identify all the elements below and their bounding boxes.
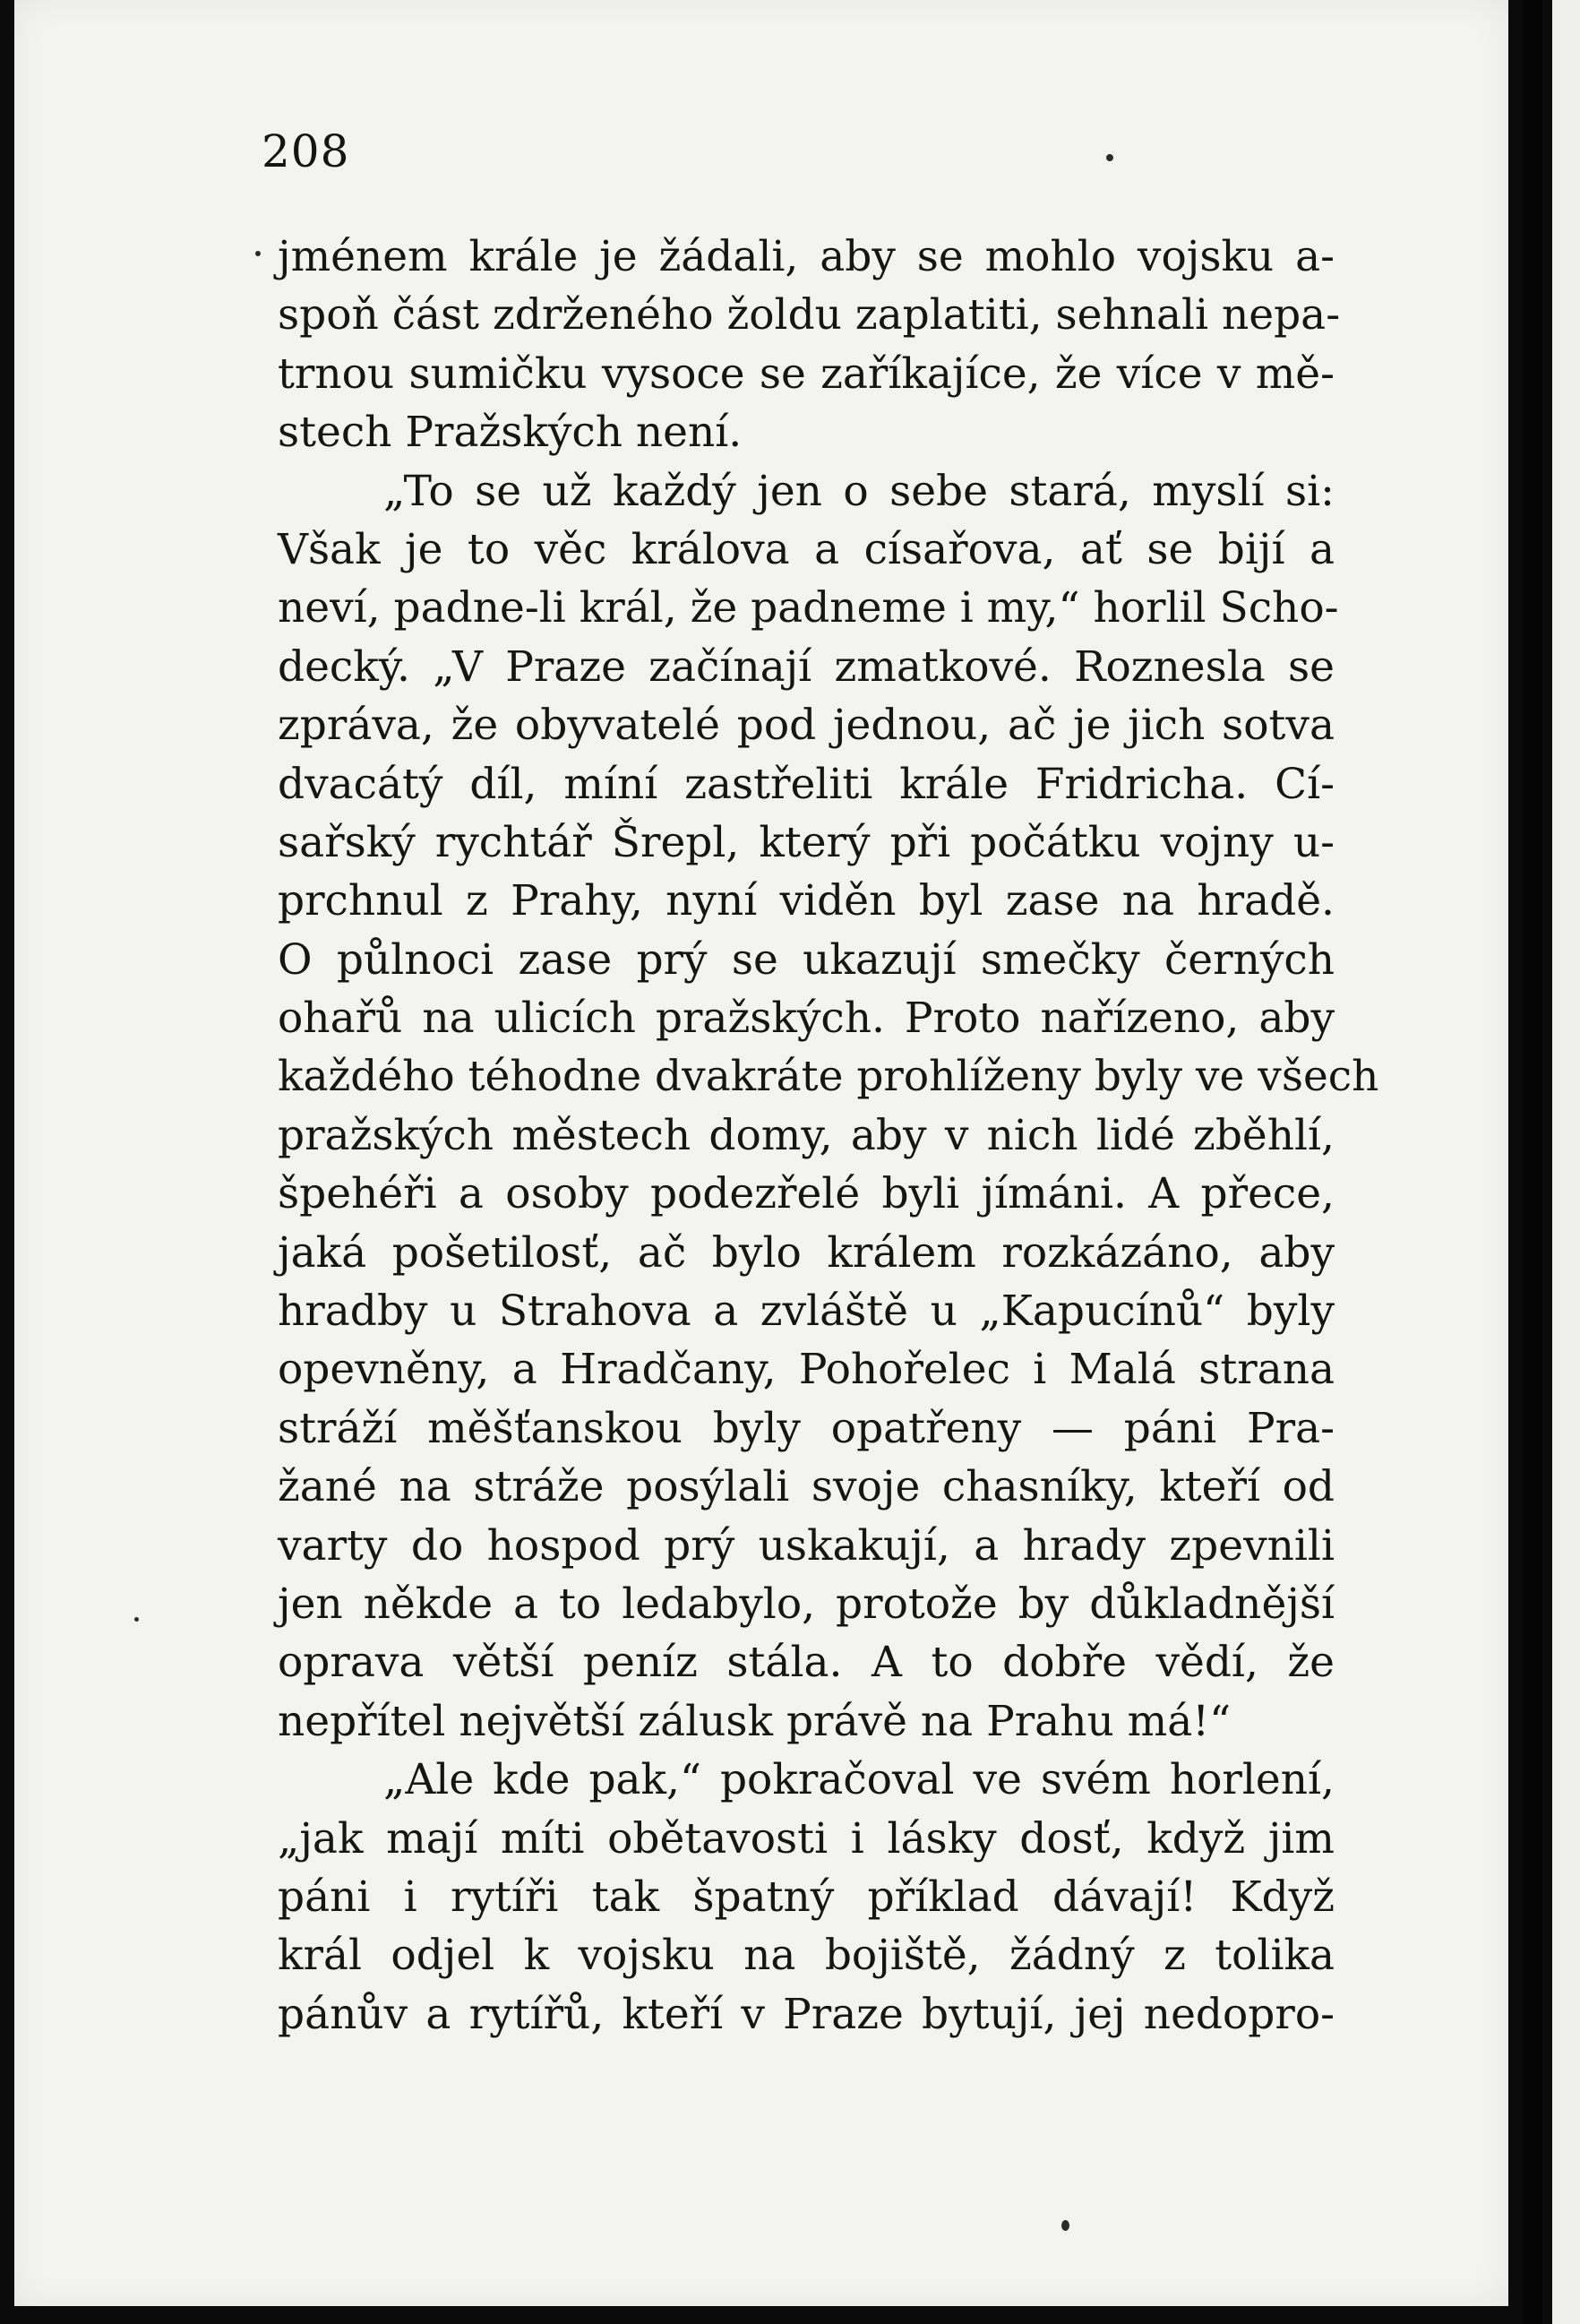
text-line: pražských městech domy, aby v nich lidé zběhlí,: [278, 1110, 1335, 1160]
body-text: [278, 228, 1379, 2044]
text-line: trnou sumičku vysoce se zaříkajíce, že více v mě-: [278, 349, 1335, 399]
text-line: každého téhodne dvakráte prohlíženy byly ve všech: [278, 1052, 1379, 1102]
text-line: nepřítel největší zálusk právě na Prahu má!“: [278, 1696, 1232, 1746]
text-line: špehéři a osoby podezřelé byli jímáni. A přece,: [278, 1169, 1335, 1219]
text-line: hradby u Strahova a zvláště u „Kapucínů“ byly: [278, 1287, 1335, 1337]
text-line: žané na stráže posýlali svoje chasníky, kteří od: [278, 1462, 1335, 1512]
text-line: opevněny, a Hradčany, Pohořelec i Malá strana: [278, 1345, 1335, 1395]
text-line: dvacátý díl, míní zastřeliti krále Fridricha. Cí-: [278, 759, 1335, 809]
text-line: jaká pošetilosť, ač bylo králem rozkázáno, aby: [278, 1227, 1335, 1278]
text-line: oprava větší peníz stála. A to dobře vědí, že: [278, 1638, 1335, 1688]
text-line: „Ale kde pak,“ pokračoval ve svém horlení,: [383, 1755, 1335, 1805]
text-line: Však je to věc králova a císařova, ať se bijí a: [278, 524, 1335, 574]
text-line: sařský rychtář Šrepl, který při počátku vojny u-: [278, 817, 1335, 867]
text-line: „jak mají míti obětavosti i lásky dosť, když jim: [278, 1813, 1335, 1864]
text-line: král odjel k vojsku na bojiště, žádný z tolika: [278, 1931, 1335, 1981]
text-line: stech Pražských není.: [278, 408, 743, 458]
text-line: spoň část zdrženého žoldu zaplatiti, sehnali nepa-: [278, 290, 1341, 340]
text-line: jen někde a to ledabylo, protože by důkladnější: [278, 1579, 1335, 1629]
next-page-edge: [1552, 0, 1580, 2324]
text-line: ohařů na ulicích pražských. Proto nařízeno, aby: [278, 994, 1335, 1044]
text-line: zpráva, že obyvatelé pod jednou, ač je jich sotva: [278, 701, 1335, 751]
page-gutter: [1523, 0, 1542, 2324]
scan-speck: [1106, 154, 1113, 161]
scan-speck: [255, 251, 261, 256]
scan-speck: [134, 1617, 139, 1622]
page-number: 208: [262, 125, 350, 177]
text-line: „To se už každý jen o sebe stará, myslí si:: [383, 466, 1335, 516]
text-line: O půlnoci zase prý se ukazují smečky černých: [278, 934, 1335, 985]
text-line: páni i rytíři tak špatný příklad dávají! Když: [278, 1872, 1335, 1922]
text-line: stráží měšťanskou byly opatřeny — páni Pra-: [278, 1403, 1335, 1453]
text-line: prchnul z Prahy, nyní viděn byl zase na hradě.: [278, 876, 1335, 926]
scan-speck: [1061, 2220, 1069, 2231]
text-line: pánův a rytířů, kteří v Praze bytují, jej nedopro-: [278, 1989, 1335, 2039]
text-line: decký. „V Praze začínají zmatkové. Roznesla se: [278, 641, 1335, 692]
text-line: neví, padne-li král, že padneme i my,“ horlil Scho-: [278, 583, 1339, 633]
text-line: jménem krále je žádali, aby se mohlo vojsku a-: [278, 232, 1335, 281]
text-line: varty do hospod prý uskakují, a hrady zpevnili: [278, 1520, 1335, 1571]
